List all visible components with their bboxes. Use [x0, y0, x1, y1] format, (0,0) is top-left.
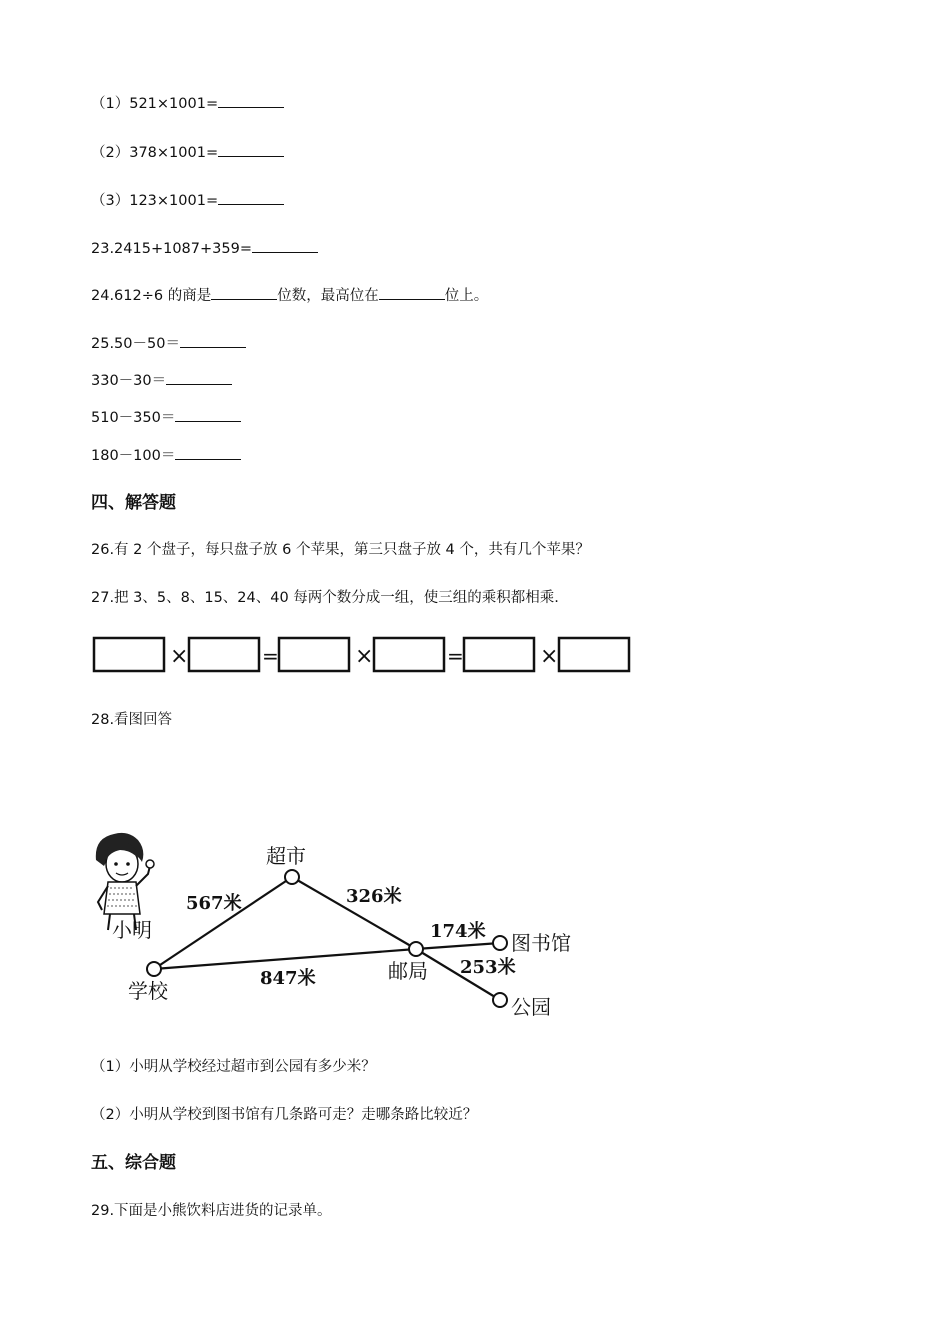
label-post-office: 邮局	[388, 959, 428, 983]
answer-blank[interactable]	[175, 445, 241, 460]
label-school: 学校	[128, 979, 168, 1003]
distance-supermarket-post: 326米	[346, 886, 402, 907]
section-heading-4: 四、解答题	[91, 493, 176, 513]
answer-blank[interactable]	[211, 285, 277, 300]
q25-item-2-text: 330－30＝	[91, 373, 167, 389]
answer-blank[interactable]	[218, 93, 284, 108]
q25-item-3	[91, 407, 241, 428]
q24-text-3: 位上。	[444, 288, 489, 304]
answer-blank[interactable]	[180, 333, 246, 348]
q22-item-1	[91, 93, 284, 114]
distance-school-supermarket: 567米	[186, 893, 242, 914]
q24-text-2: 位数，最高位在	[277, 288, 379, 304]
q22-item-2-text: （2）378×1001=	[91, 145, 219, 161]
q22-item-1-text: （1）521×1001=	[91, 96, 219, 112]
equals-symbol: =	[262, 644, 279, 668]
q28-sub-2: （2）小明从学校到图书馆有几条路可走？走哪条路比较近？	[91, 1107, 478, 1123]
answer-blank[interactable]	[252, 238, 318, 253]
node-supermarket	[285, 870, 299, 884]
section-heading-5: 五、综合题	[91, 1153, 176, 1173]
label-supermarket: 超市	[266, 844, 306, 868]
times-symbol: ×	[540, 644, 559, 669]
q27: 27.把 3、5、8、15、24、40 每两个数分成一组，使三组的乘积都相乘.	[91, 590, 559, 606]
q25-item-3-text: 510－350＝	[91, 410, 176, 426]
node-library	[493, 936, 507, 950]
road-school-supermarket	[154, 877, 292, 969]
distance-post-library: 174米	[430, 921, 486, 942]
boy-xiaoming-figure	[96, 833, 154, 930]
distance-school-post: 847米	[260, 968, 316, 989]
answer-box[interactable]	[94, 638, 164, 671]
q24-text-1: 24.612÷6 的商是	[91, 288, 212, 304]
answer-box[interactable]	[559, 638, 629, 671]
road-school-post	[154, 949, 416, 969]
distance-post-park: 253米	[460, 957, 516, 978]
answer-box[interactable]	[189, 638, 259, 671]
times-symbol: ×	[355, 644, 374, 669]
q25-item-2	[91, 370, 232, 391]
q27-answer-boxes	[92, 634, 637, 676]
q25-item-4	[91, 445, 241, 466]
answer-blank[interactable]	[218, 190, 284, 205]
answer-box[interactable]	[464, 638, 534, 671]
q23-text: 23.2415+1087+359=	[91, 241, 252, 257]
answer-blank[interactable]	[175, 407, 241, 422]
q25-item-1	[91, 333, 246, 354]
answer-blank[interactable]	[379, 285, 445, 300]
q28-sub-1: （1）小明从学校经过超市到公园有多少米？	[91, 1059, 376, 1075]
q24	[91, 285, 488, 306]
answer-blank[interactable]	[166, 370, 232, 385]
q22-item-3	[91, 190, 284, 211]
node-post-office	[409, 942, 423, 956]
q23	[91, 238, 318, 259]
answer-box[interactable]	[279, 638, 349, 671]
route-map-diagram	[90, 830, 600, 1030]
times-symbol: ×	[170, 644, 189, 669]
label-park: 公园	[511, 995, 551, 1019]
q26: 26.有 2 个盘子，每只盘子放 6 个苹果，第三只盘子放 4 个，共有几个苹果？	[91, 542, 590, 558]
q28: 28.看图回答	[91, 712, 173, 728]
q29: 29.下面是小熊饮料店进货的记录单。	[91, 1203, 332, 1219]
label-library: 图书馆	[511, 931, 571, 955]
answer-box[interactable]	[374, 638, 444, 671]
q22-item-3-text: （3）123×1001=	[91, 193, 219, 209]
node-park	[493, 993, 507, 1007]
label-xiaoming: 小明	[112, 918, 152, 942]
road-post-library	[416, 943, 500, 949]
answer-blank[interactable]	[218, 142, 284, 157]
q25-item-1-text: 25.50－50＝	[91, 336, 180, 352]
equals-symbol: =	[447, 644, 464, 668]
node-school	[147, 962, 161, 976]
q25-item-4-text: 180－100＝	[91, 448, 176, 464]
q22-item-2	[91, 142, 284, 163]
